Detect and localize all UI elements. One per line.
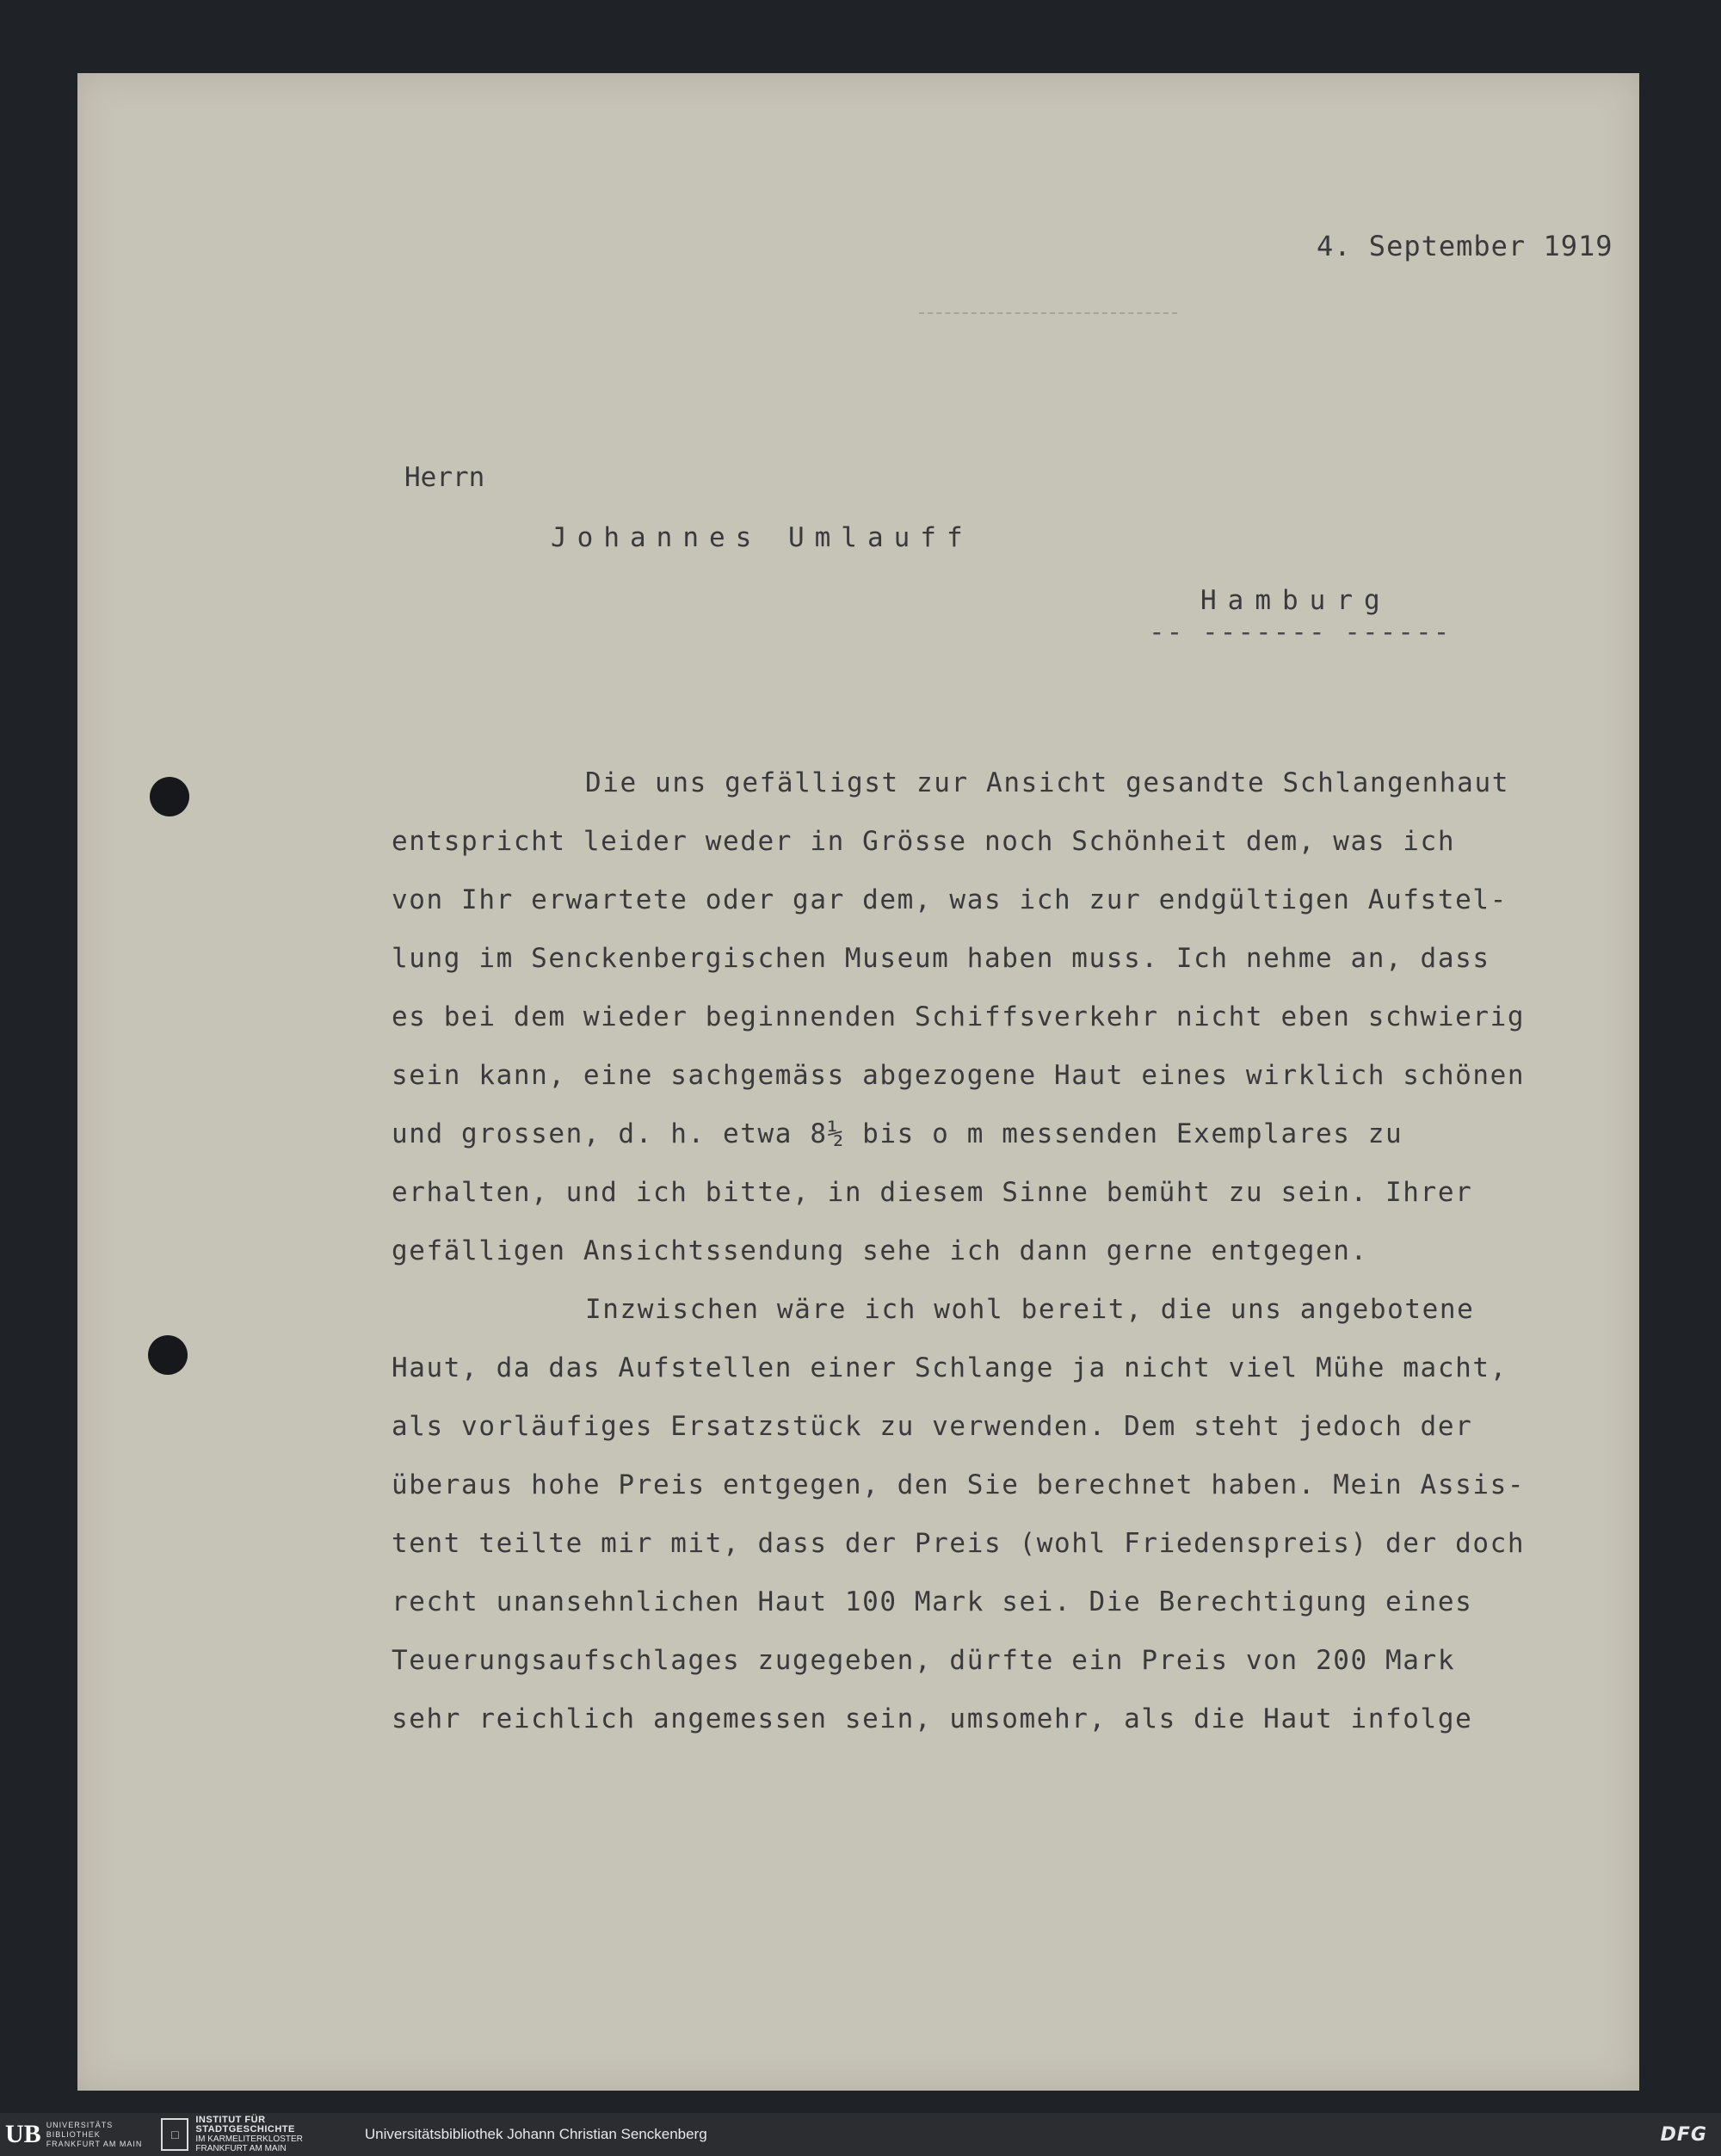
recipient-name: Johannes Umlauff	[551, 522, 973, 553]
institute-logo-line: FRANKFURT AM MAIN	[195, 2144, 287, 2153]
ub-logo[interactable]	[5, 2117, 142, 2152]
body-line: gefälligen Ansichtssendung sehe ich dann gerne entgegen.	[392, 1235, 1368, 1266]
body-line: als vorläufiges Ersatzstück zu verwenden. Dem steht jedoch der	[392, 1411, 1473, 1442]
institute-logo-line: INSTITUT FÜR	[195, 2115, 266, 2125]
library-name[interactable]: Universitätsbibliothek Johann Christian Senckenberg	[364, 2126, 707, 2142]
letter-body	[392, 754, 1622, 1748]
body-line: erhalten, und ich bitte, in diesem Sinne bemüht zu sein. Ihrer	[392, 1177, 1473, 1208]
body-line: überaus hohe Preis entgegen, den Sie berechnet haben. Mein Assis-	[392, 1469, 1526, 1500]
building-icon: □	[161, 2118, 188, 2151]
body-line: Haut, da das Aufstellen einer Schlange ja nicht viel Mühe macht,	[392, 1352, 1508, 1383]
city-underline: -- ------- ------	[1149, 617, 1452, 648]
institute-logo-text	[195, 2116, 302, 2153]
body-line: von Ihr erwartete oder gar dem, was ich zur endgültigen Aufstel-	[392, 884, 1508, 915]
institute-logo-line: STADTGESCHICHTE	[195, 2124, 295, 2134]
body-line: recht unansehnlichen Haut 100 Mark sei. Die Berechtigung eines	[392, 1586, 1473, 1617]
body-line: Teuerungsaufschlages zugegeben, dürfte ein Preis von 200 Mark	[392, 1645, 1456, 1676]
recipient-city: Hamburg	[1200, 585, 1391, 616]
body-line: entspricht leider weder in Grösse noch Schönheit dem, was ich	[392, 826, 1456, 857]
body-line: sein kann, eine sachgemäss abgezogene Haut eines wirklich schönen	[392, 1060, 1526, 1091]
dfg-logo[interactable]: DFG	[1660, 2123, 1707, 2146]
footer-bar	[0, 2113, 1721, 2156]
body-line: lung im Senckenbergischen Museum haben muss. Ich nehme an, dass	[392, 943, 1490, 974]
ub-logo-line: BIBLIOTHEK	[46, 2129, 101, 2139]
letter-date: 4. September 1919	[1317, 230, 1613, 262]
ub-logo-line: UNIVERSITÄTS	[46, 2120, 114, 2129]
punch-hole-bottom	[148, 1335, 188, 1375]
ub-logo-mark: UB	[5, 2120, 41, 2148]
body-line: sehr reichlich angemessen sein, umsomehr, als die Haut infolge	[392, 1703, 1473, 1734]
body-line: Inzwischen wäre ich wohl bereit, die uns angebotene	[585, 1294, 1475, 1325]
institute-logo-line: IM KARMELITERKLOSTER	[195, 2134, 303, 2144]
ub-logo-text	[46, 2121, 143, 2149]
punch-hole-top	[150, 777, 189, 816]
ub-logo-line: FRANKFURT AM MAIN	[46, 2139, 143, 2148]
body-line: tent teilte mir mit, dass der Preis (wohl Friedenspreis) der doch	[392, 1528, 1526, 1559]
institute-logo[interactable]	[161, 2116, 302, 2153]
salutation: Herrn	[404, 462, 485, 493]
date-rule	[919, 312, 1177, 314]
body-line: und grossen, d. h. etwa 8½ bis o m messenden Exemplares zu	[392, 1118, 1403, 1149]
body-line: Die uns gefälligst zur Ansicht gesandte Schlangenhaut	[585, 767, 1509, 798]
body-line: es bei dem wieder beginnenden Schiffsverkehr nicht eben schwierig	[392, 1001, 1526, 1032]
